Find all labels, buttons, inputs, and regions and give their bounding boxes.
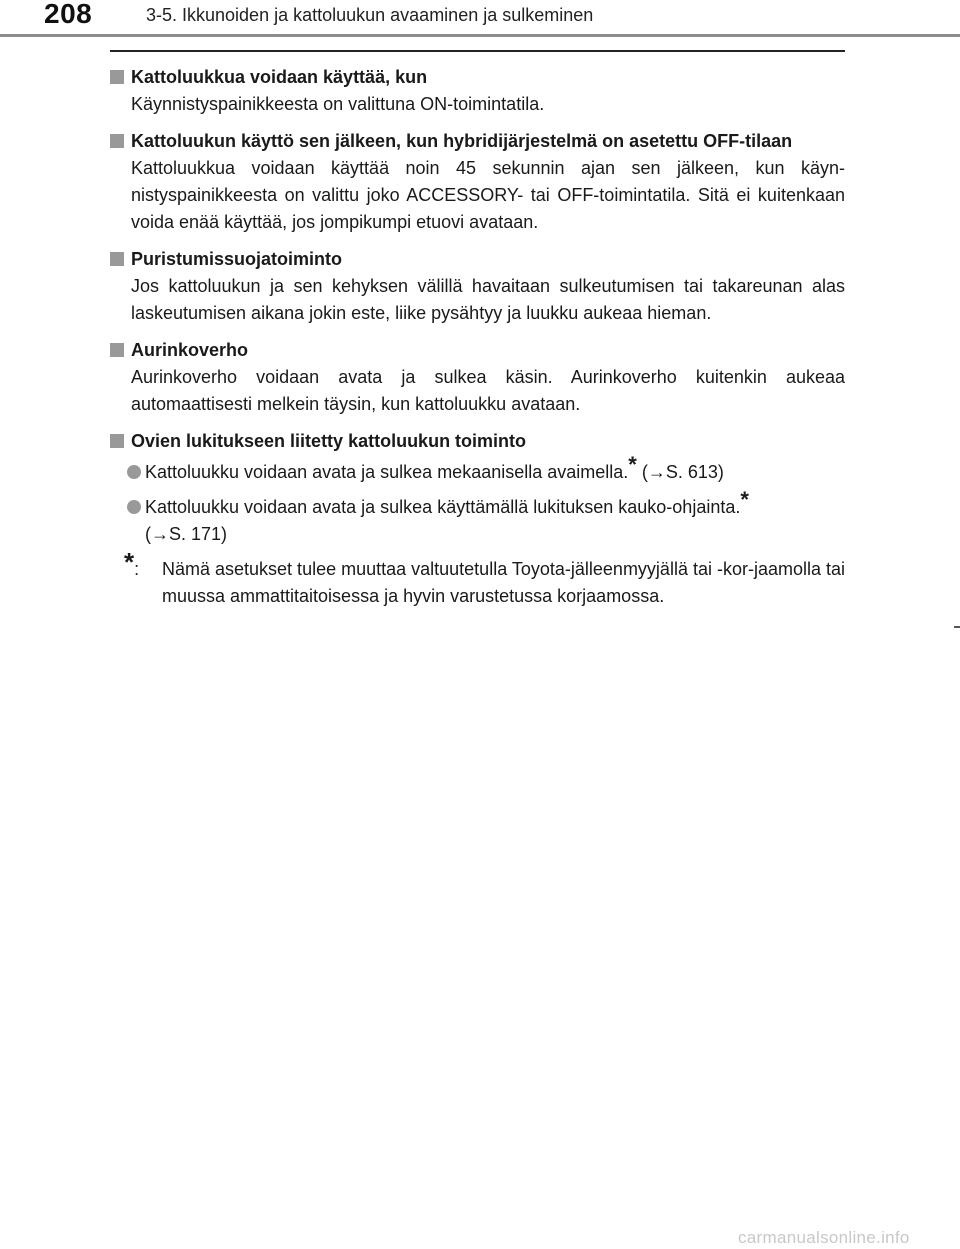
section-heading	[110, 64, 845, 91]
section-aurinkoverho	[110, 337, 845, 418]
content-top-rule	[110, 50, 845, 52]
section-off-tila	[110, 128, 845, 236]
square-bullet-icon	[110, 70, 124, 84]
section-heading	[110, 428, 845, 455]
section-title: Puristumissuojatoiminto	[131, 249, 343, 269]
circle-bullet-icon	[127, 465, 141, 479]
section-body: Aurinkoverho voidaan avata ja sulkea käsin. Aurinkoverho kuitenkin aukeaa automaattisesti melkein täysin, kun kattoluukku avataan.	[131, 367, 845, 414]
bullet-text: Kattoluukku voidaan avata ja sulkea mekaanisella avaimella.* (→S. 613)	[145, 452, 724, 482]
list-item	[110, 452, 845, 486]
footnote-text: Nämä asetukset tulee muuttaa valtuutetulla Toyota-jälleenmyyjällä tai -kor-jaamolla tai muussa ammattitaitoisessa ja hyvin varustetussa korjaamossa.	[162, 559, 846, 606]
chapter-title: 3-5. Ikkunoiden ja kattoluukun avaaminen ja sulkeminen	[146, 5, 594, 25]
square-bullet-icon	[110, 134, 124, 148]
page-number: 208	[44, 0, 93, 29]
bullet-text: Kattoluukku voidaan avata ja sulkea käyttämällä lukituksen kauko-ohjainta.* (→S. 171)	[145, 487, 749, 544]
section-body: Kattoluukkua voidaan käyttää noin 45 sekunnin ajan sen jälkeen, kun käyn-nistyspainikkeesta on valittu joko ACCESSORY- tai OFF-toimintatila. Sitä ei kuitenkaan voida enää käyttää, jos jompikumpi etuovi avataan.	[131, 158, 845, 232]
watermark: carmanualsonline.info	[738, 1228, 910, 1247]
list-item	[110, 487, 845, 548]
section-title: Aurinkoverho	[131, 340, 249, 360]
section-puristumissuoja	[110, 246, 845, 327]
section-title: Ovien lukitukseen liitetty kattoluukun toiminto	[131, 431, 527, 451]
page-header	[0, 0, 960, 40]
section-kattoluukkua-voidaan	[110, 64, 845, 118]
footnote	[110, 547, 846, 610]
margin-tick	[954, 626, 960, 628]
section-body: Käynnistyspainikkeesta on valittuna ON-toimintatila.	[131, 94, 545, 114]
square-bullet-icon	[110, 252, 124, 266]
footnote-mark: *:	[124, 547, 140, 579]
section-title: Kattoluukun käyttö sen jälkeen, kun hybridijärjestelmä on asetettu OFF-tilaan	[131, 131, 793, 151]
page-content	[110, 64, 845, 610]
section-title: Kattoluukkua voidaan käyttää, kun	[131, 67, 428, 87]
asterisk-mark: *	[740, 487, 749, 512]
asterisk-mark: *	[628, 452, 637, 477]
section-heading	[110, 246, 845, 273]
section-body: Jos kattoluukun ja sen kehyksen välillä havaitaan sulkeutumisen tai takareunan alas laskeutumisen aikana jokin este, liike pysähtyy ja luukku aukeaa hieman.	[131, 276, 845, 323]
circle-bullet-icon	[127, 500, 141, 514]
header-rule	[0, 34, 960, 37]
page-reference: (→S. 613)	[636, 462, 724, 482]
square-bullet-icon	[110, 434, 124, 448]
section-heading	[110, 128, 845, 155]
square-bullet-icon	[110, 343, 124, 357]
page-reference: (→S. 171)	[145, 524, 228, 544]
section-heading	[110, 337, 845, 364]
section-ovien-lukitus	[110, 428, 845, 455]
